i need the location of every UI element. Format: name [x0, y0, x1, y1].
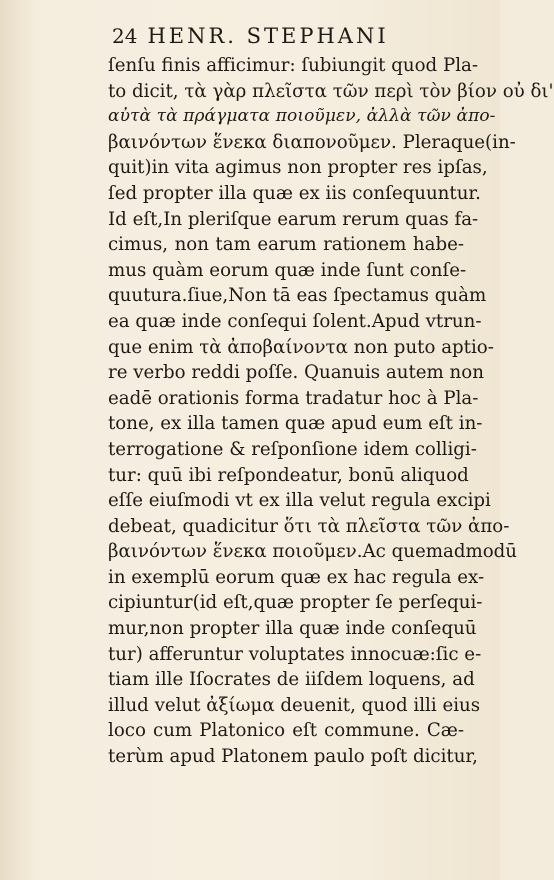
text-line: quutura.ſiue,Non tā eas ſpectamus quàm [108, 285, 487, 307]
text-line: terrogatione & reſponſione idem colligi- [108, 438, 477, 460]
text-line: ſenſu finis afficimur: ſubiungit quod Pla- [108, 55, 479, 76]
text-line: terùm apud Platonem paulo poſt dicitur, [108, 746, 478, 768]
text-line: in exemplū eorum quæ ex hac regula ex- [108, 566, 485, 588]
text-line: eſſe eiuſmodi vt ex illa velut regula excipi [108, 490, 491, 512]
text-line: ſed propter illa quæ ex iis conſequuntur. [108, 182, 481, 204]
text-line: quit)in vita agimus non propter res ipſas, [108, 157, 488, 179]
text-line: βαινόντων ἕνεκα διαπονοῦμεν. Pleraque(in- [108, 131, 516, 153]
body-text [108, 53, 554, 770]
running-head: HENR. STEPHANI [147, 24, 389, 48]
text-line: tur) afferuntur voluptates innocuæ:ſic e- [108, 643, 482, 665]
text-line: tone, ex illa tamen quæ apud eum eſt in- [108, 413, 483, 435]
text-line: illud velut ἀξίωμα deuenit, quod illi eius [108, 694, 481, 716]
text-line: cimus, non tam earum rationem habe- [108, 234, 464, 256]
text-line: βαινόντων ἕνεκα ποιοῦμεν.Ac quemadmodū [108, 541, 518, 563]
text-line: cipiuntur(id eſt,quæ propter ſe perſequi- [108, 592, 483, 614]
text-line: Id eſt,In pleriſque earum rerum quas fa- [108, 208, 479, 230]
page-number: 24 [112, 24, 138, 48]
text-line: debeat, quadicitur ὅτι τὰ πλεῖστα τῶν ἀπο- [108, 515, 510, 537]
text-line: eadē orationis forma tradatur hoc à Pla- [108, 387, 479, 409]
text-line: que enim τὰ ἀποβαίνοντα non puto aptio- [108, 336, 494, 358]
text-line: ea quæ inde conſequi ſolent.Apud vtrun- [108, 310, 482, 332]
text-line: loco cum Platonico eſt commune. Cæ- [108, 720, 464, 742]
text-line: tur: quū ibi reſpondeatur, bonū aliquod [108, 464, 469, 486]
text-line: to dicit, τὰ γὰρ πλεῖστα τῶν περὶ τὸν βίον οὐ δι' [108, 80, 554, 102]
text-line: tiam ille Iſocrates de iiſdem loquens, ad [108, 669, 475, 691]
text-line-greek: αὐτὰ τὰ πράγματα ποιοῦμεν, ἀλλὰ τῶν ἀπο- [108, 106, 496, 127]
text-line: mur,non propter illa quæ inde conſequū [108, 618, 477, 640]
page-header [112, 24, 442, 52]
text-line: mus quàm eorum quæ inde ſunt conſe- [108, 259, 467, 281]
text-line: re verbo reddi poſſe. Quanuis autem non [108, 362, 484, 384]
